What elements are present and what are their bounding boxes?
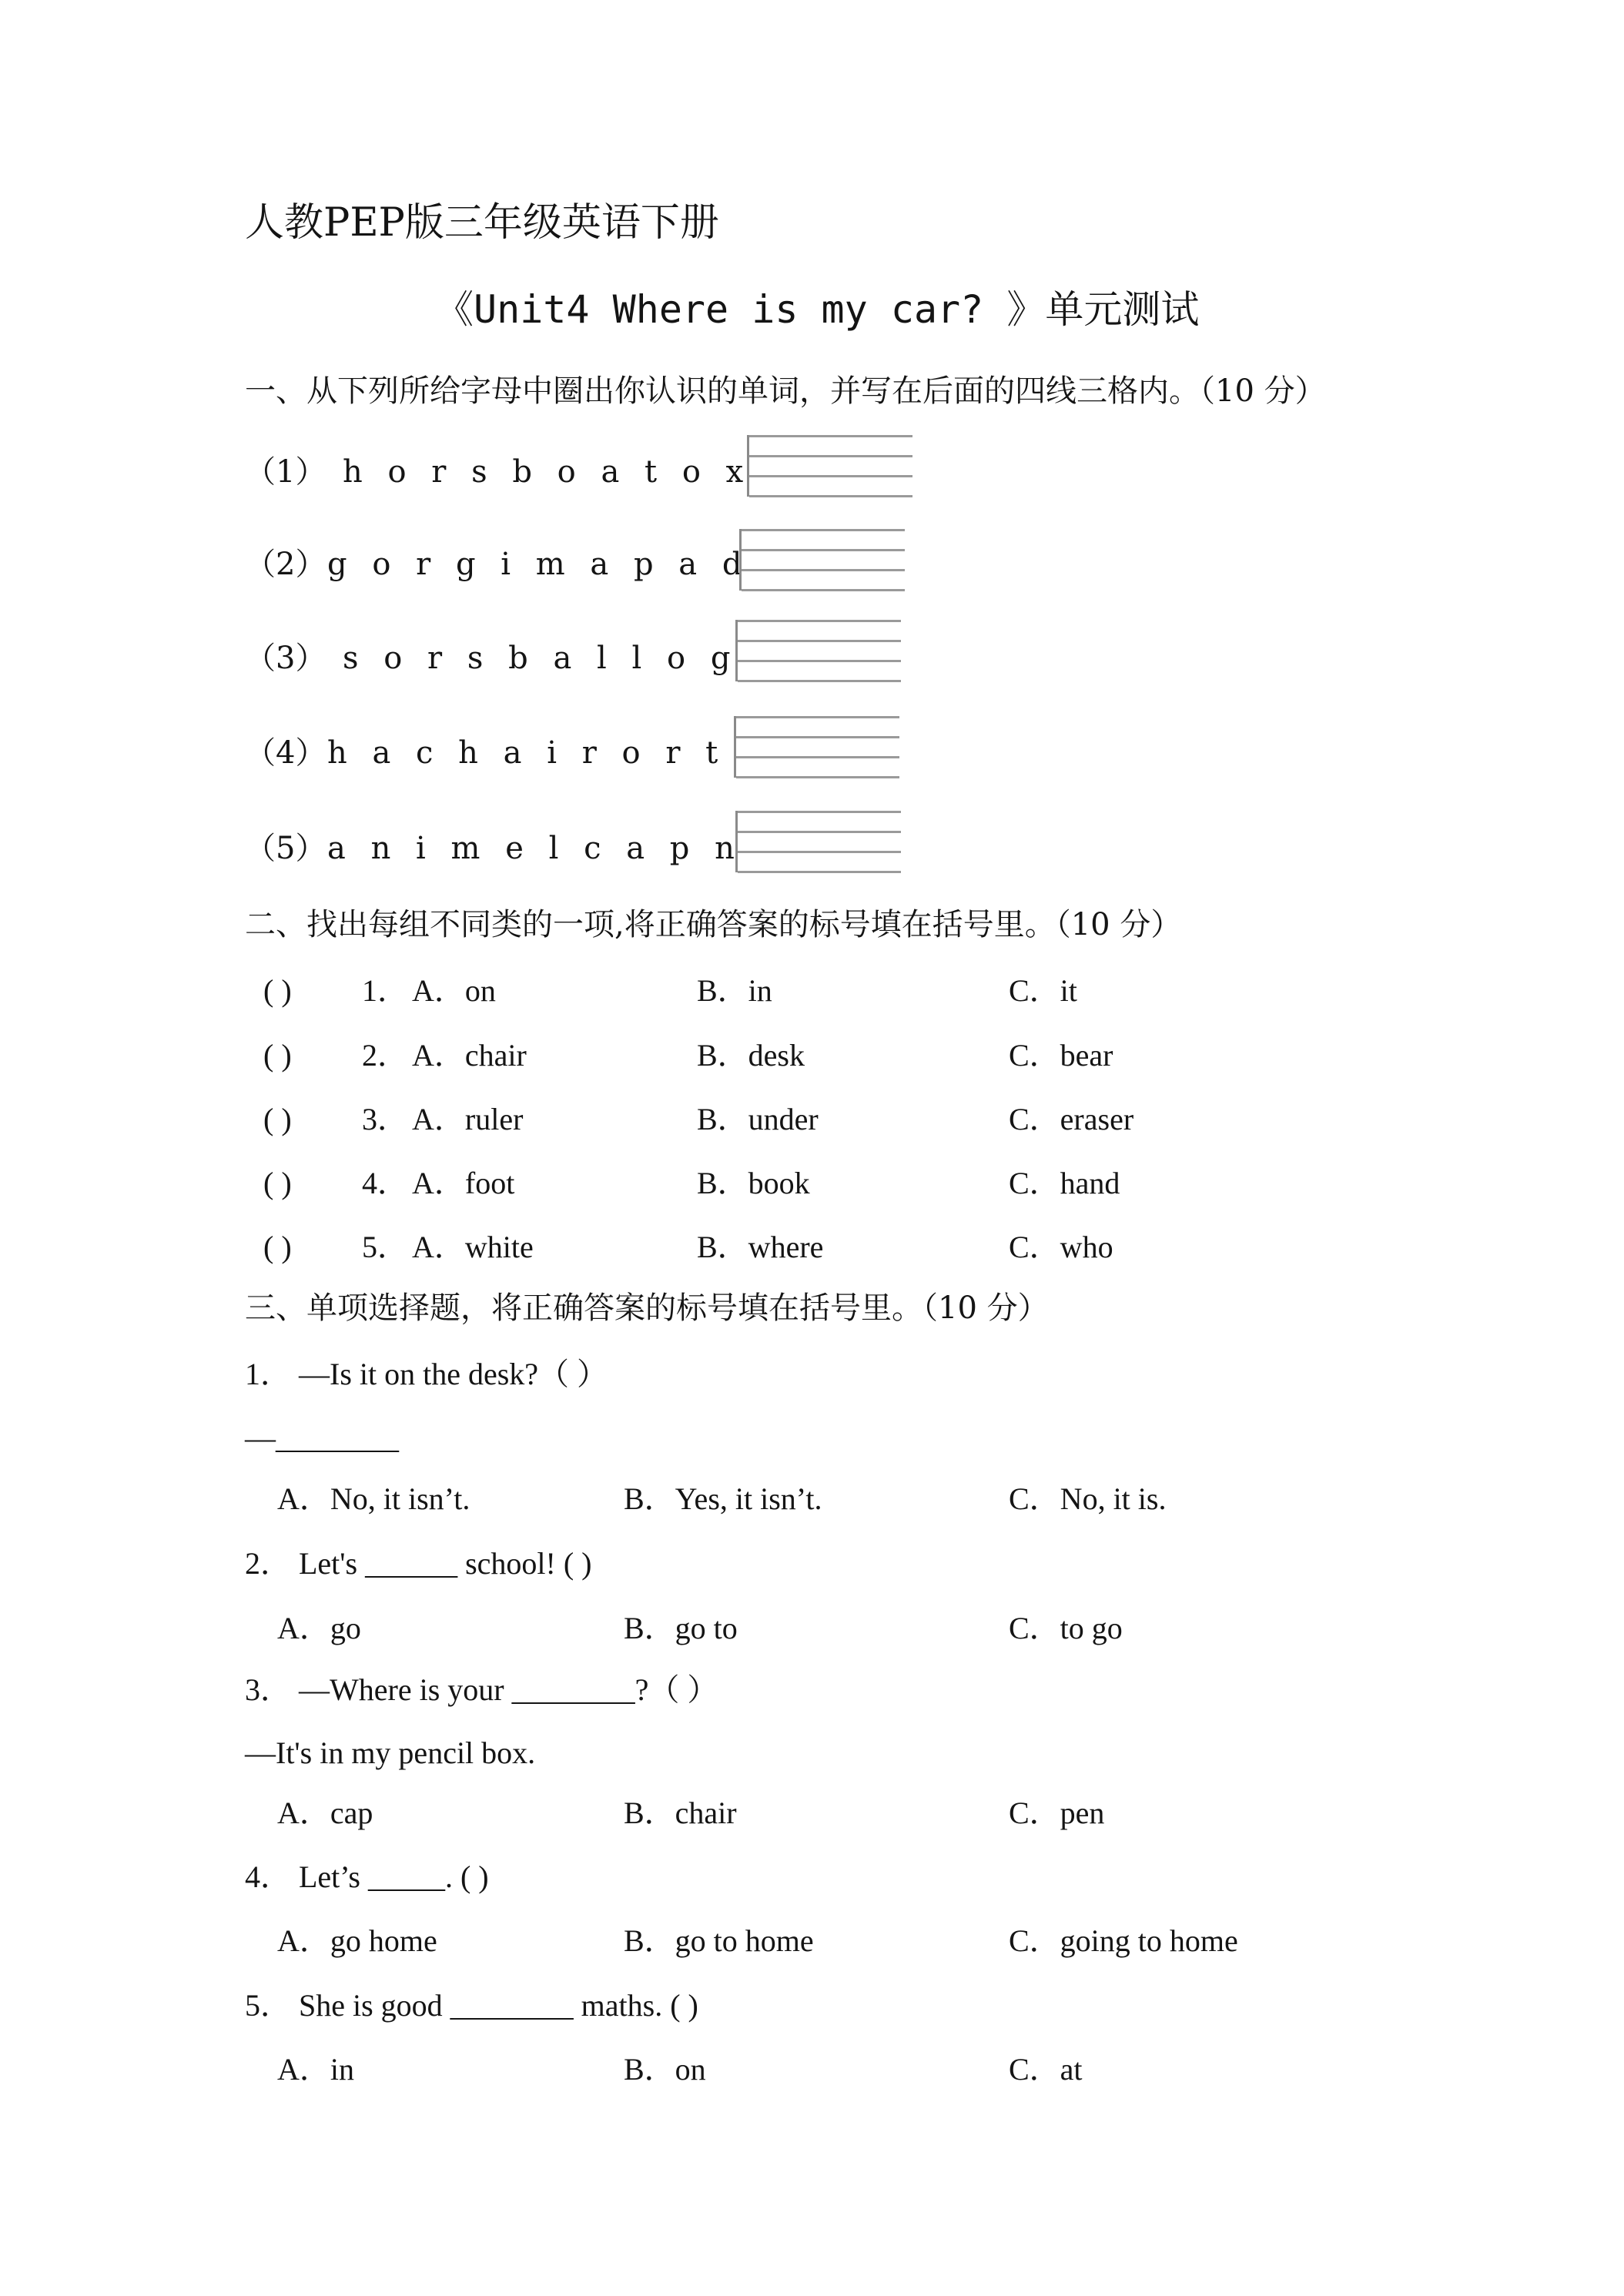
grid-line	[742, 589, 905, 591]
grid-line	[738, 640, 901, 642]
letter-item-4-letters: h a c h a i r o r t	[327, 735, 726, 771]
answer-parentheses[interactable]: ( )	[263, 973, 292, 1008]
grid-line	[738, 660, 901, 662]
writing-grid-4[interactable]	[734, 716, 899, 778]
question-1-answer-blank[interactable]: —________	[245, 1421, 399, 1455]
option-b: B．desk	[697, 1038, 805, 1073]
answer-parentheses[interactable]: ( )	[263, 1230, 292, 1264]
question-3-option-c: C．pen	[1009, 1796, 1105, 1830]
question-2-stem: 2． Let's ______ school! ( )	[245, 1546, 592, 1581]
question-5-option-b: B．on	[624, 2052, 706, 2087]
question-4-option-c: C．going to home	[1009, 1923, 1238, 1958]
worksheet-title: 人教PEP版三年级英语下册	[245, 200, 719, 246]
option-c: C．who	[1009, 1230, 1113, 1264]
answer-parentheses[interactable]: ( )	[263, 1102, 292, 1136]
grid-line	[738, 680, 901, 682]
grid-line	[738, 851, 901, 853]
grid-line	[749, 435, 912, 437]
grid-line	[742, 569, 905, 571]
option-c: C．eraser	[1009, 1102, 1134, 1136]
grid-line	[736, 736, 899, 738]
option-a: A．on	[412, 973, 496, 1008]
question-1-stem: 1． —Is it on the desk?（ ）	[245, 1357, 608, 1391]
grid-line	[749, 495, 912, 497]
grid-line	[736, 716, 899, 718]
option-a: A．chair	[412, 1038, 527, 1073]
question-3-option-b: B．chair	[624, 1796, 737, 1830]
question-1-option-c: C．No, it is.	[1009, 1481, 1167, 1516]
option-c: C．it	[1009, 973, 1077, 1008]
option-b: B．where	[697, 1230, 824, 1264]
answer-parentheses[interactable]: ( )	[263, 1038, 292, 1073]
letter-item-2-number: （2）	[245, 547, 326, 582]
answer-parentheses[interactable]: ( )	[263, 1166, 292, 1200]
grid-line	[738, 620, 901, 622]
letter-item-1-number: （1）	[245, 454, 326, 490]
writing-grid-2[interactable]	[739, 529, 905, 591]
option-b: B．book	[697, 1166, 810, 1200]
option-b: B．in	[697, 973, 772, 1008]
option-b: B．under	[697, 1102, 819, 1136]
unit-subtitle: 《Unit4 Where is my car? 》单元测试	[435, 287, 1200, 332]
letter-item-4-number: （4）	[245, 735, 326, 771]
letter-item-1-letters: h o r s b o a t o x	[343, 454, 752, 490]
odd-one-out-number: 2．	[362, 1038, 408, 1073]
question-1-option-a: A．No, it isn’t.	[277, 1481, 470, 1516]
grid-line	[736, 756, 899, 758]
question-2-option-a: A．go	[277, 1611, 361, 1645]
option-a: A．foot	[412, 1166, 515, 1200]
letter-item-5-number: （5）	[245, 831, 326, 866]
option-a: A．ruler	[412, 1102, 524, 1136]
option-c: C．bear	[1009, 1038, 1113, 1073]
grid-line	[742, 529, 905, 531]
grid-line	[738, 831, 901, 833]
grid-line	[749, 455, 912, 457]
letter-item-2-letters: g o r g i m a p a d	[327, 547, 750, 582]
grid-line	[738, 811, 901, 813]
question-2-option-b: B．go to	[624, 1611, 738, 1645]
question-3-response: —It's in my pencil box.	[245, 1735, 536, 1770]
question-5-option-a: A．in	[277, 2052, 354, 2087]
question-4-stem: 4． Let’s _____. ( )	[245, 1859, 489, 1894]
odd-one-out-number: 1．	[362, 973, 408, 1008]
grid-line	[738, 871, 901, 873]
writing-grid-1[interactable]	[747, 435, 912, 497]
letter-item-3-number: （3）	[245, 641, 326, 676]
writing-grid-3[interactable]	[735, 620, 901, 681]
question-2-option-c: C．to go	[1009, 1611, 1123, 1645]
odd-one-out-number: 3．	[362, 1102, 408, 1136]
letter-item-5-letters: a n i m e l c a p n	[327, 831, 742, 866]
section-3-heading: 三、单项选择题，将正确答案的标号填在括号里。（10 分）	[245, 1290, 1049, 1326]
grid-line	[736, 776, 899, 778]
question-3-option-a: A．cap	[277, 1796, 373, 1830]
grid-line	[749, 475, 912, 477]
letter-item-3-letters: s o r s b a l l o g	[343, 641, 738, 676]
question-1-option-b: B．Yes, it isn’t.	[624, 1481, 822, 1516]
section-2-heading: 二、找出每组不同类的一项,将正确答案的标号填在括号里。（10 分）	[245, 907, 1182, 942]
option-c: C．hand	[1009, 1166, 1120, 1200]
question-3-stem: 3． —Where is your ________?（ ）	[245, 1672, 718, 1707]
section-1-heading: 一、从下列所给字母中圈出你认识的单词，并写在后面的四线三格内。（10 分）	[245, 373, 1326, 409]
question-5-option-c: C．at	[1009, 2052, 1083, 2087]
question-5-stem: 5． She is good ________ maths. ( )	[245, 1988, 698, 2023]
option-a: A．white	[412, 1230, 534, 1264]
odd-one-out-number: 5．	[362, 1230, 408, 1264]
odd-one-out-number: 4．	[362, 1166, 408, 1200]
question-4-option-a: A．go home	[277, 1923, 437, 1958]
question-4-option-b: B．go to home	[624, 1923, 814, 1958]
writing-grid-5[interactable]	[735, 811, 901, 872]
grid-line	[742, 549, 905, 551]
